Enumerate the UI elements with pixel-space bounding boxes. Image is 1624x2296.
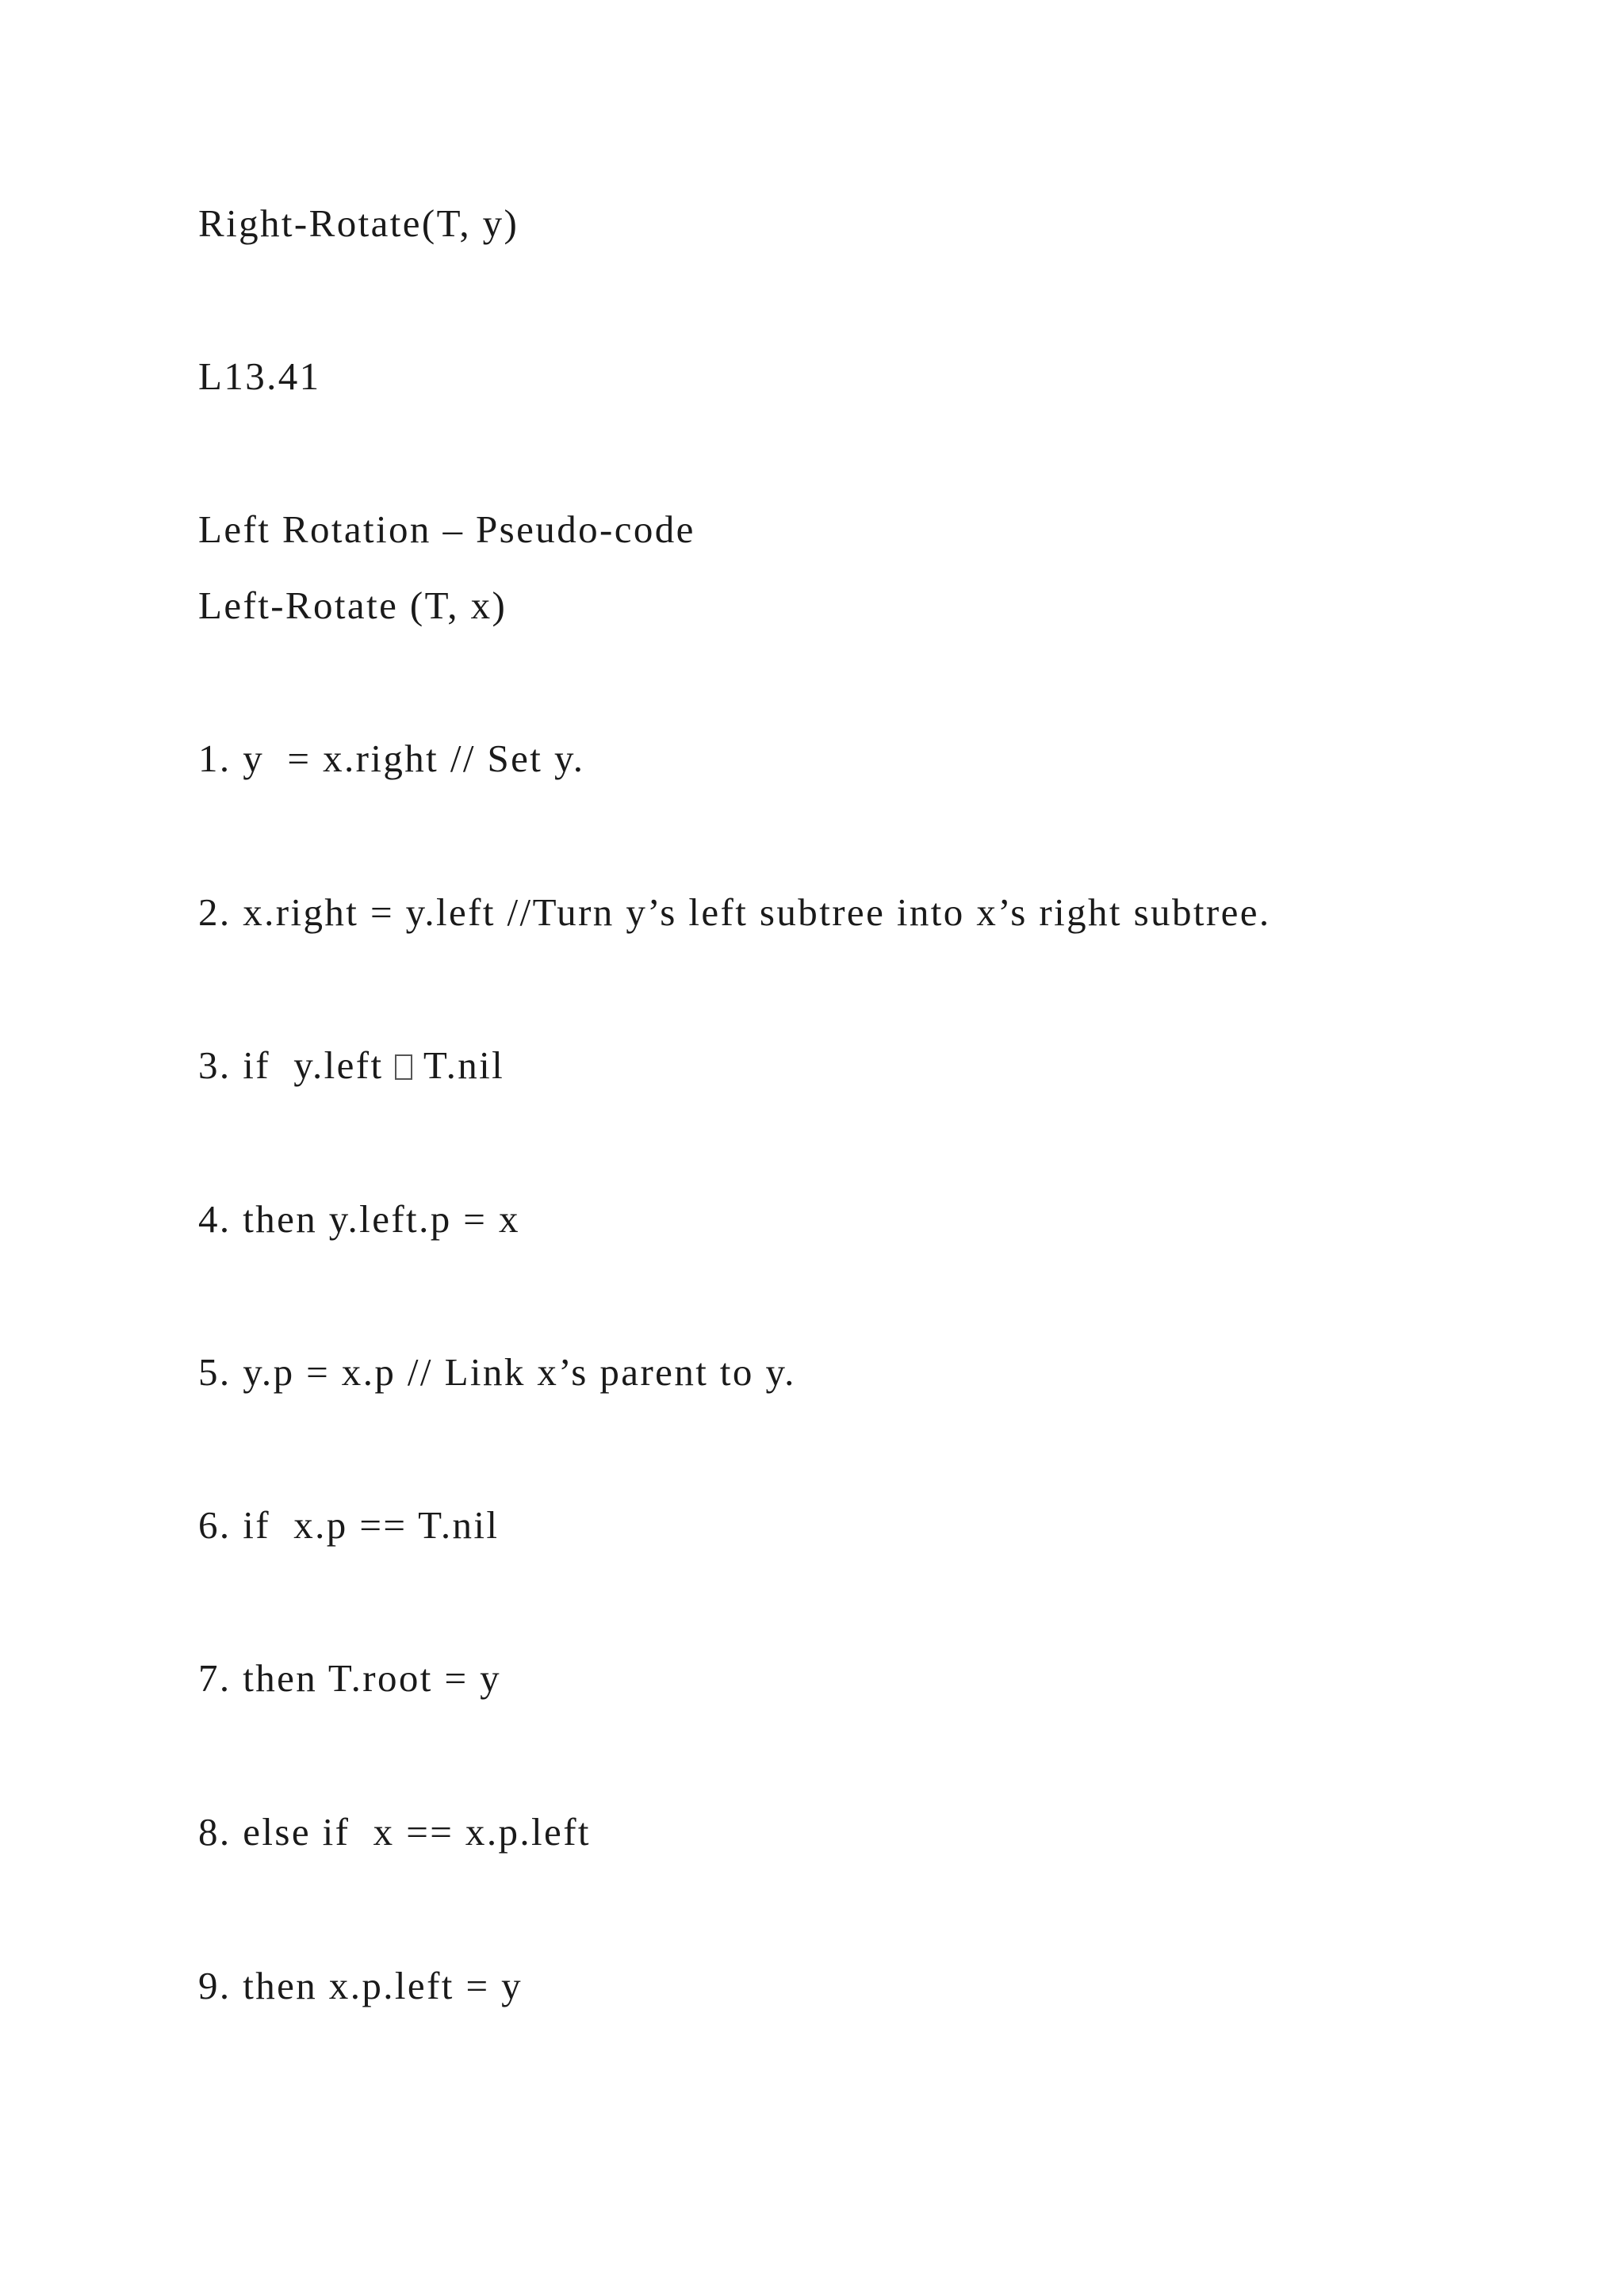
code-line-2: 2. x.right = y.left //Turn y’s left subtree into x’s right subtree.: [198, 890, 1271, 934]
text-line-heading: Left Rotation – Pseudo-code: [198, 507, 695, 551]
text-line-page-ref: L13.41: [198, 354, 321, 398]
code-line-3-start: 3. if y.left: [198, 1043, 396, 1087]
missing-glyph-icon: [395, 1054, 412, 1080]
text-line-right-rotate-title: Right-Rotate(T, y): [198, 201, 519, 245]
code-line-9: 9. then x.p.left = y: [198, 1964, 523, 2007]
code-line-6: 6. if x.p == T.nil: [198, 1503, 500, 1547]
code-line-5: 5. y.p = x.p // Link x’s parent to y.: [198, 1350, 796, 1394]
code-line-7: 7. then T.root = y: [198, 1656, 502, 1700]
code-line-3-end: T.nil: [412, 1043, 505, 1087]
code-line-4: 4. then y.left.p = x: [198, 1197, 520, 1241]
code-line-3: [198, 1042, 504, 1089]
code-line-8: 8. else if x == x.p.left: [198, 1810, 591, 1854]
code-line-1: 1. y = x.right // Set y.: [198, 737, 585, 780]
text-line-left-rotate-signature: Left-Rotate (T, x): [198, 584, 508, 627]
